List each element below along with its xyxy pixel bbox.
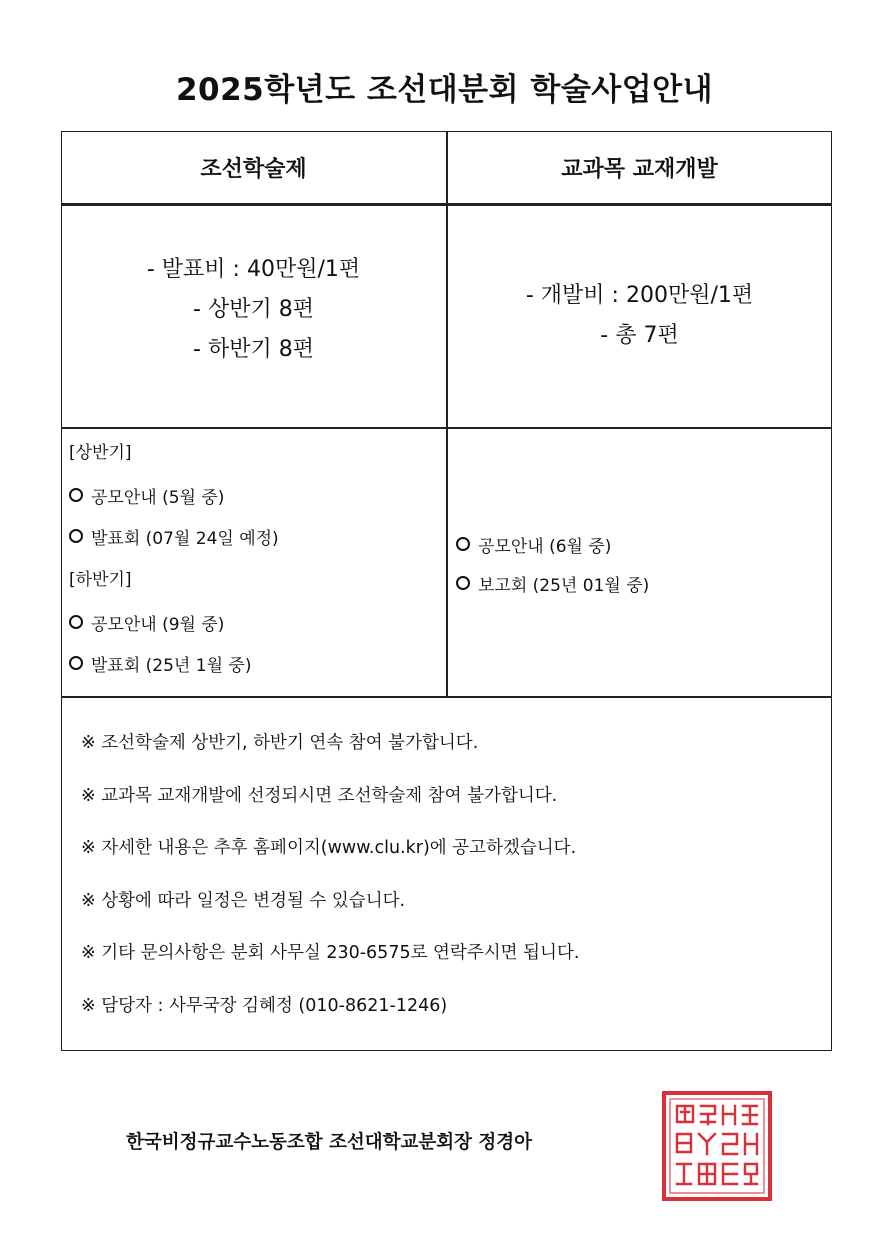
list-item: 공모안내 (6월 중) [456, 532, 649, 557]
list-item: 보고회 (25년 01월 중) [456, 571, 649, 596]
column-header-left: 조선학술제 [200, 157, 307, 182]
note-item: ※ 상황에 따라 일정은 변경될 수 있습니다. [81, 890, 406, 911]
fee-line: - 총 7편 [600, 323, 679, 348]
fee-divider [61, 427, 832, 429]
fee-line: - 하반기 8편 [193, 337, 314, 362]
fee-line: - 개발비 : 200만원/1편 [525, 283, 754, 308]
notes-divider [61, 696, 832, 698]
circle-bullet-icon [69, 529, 83, 543]
column-header-right: 교과목 교재개발 [561, 157, 718, 182]
signature-line: 한국비정규교수노동조합 조선대학교분회장 정경아 [126, 1132, 533, 1153]
first-half-label: [상반기] [69, 443, 132, 463]
left-schedule [69, 438, 279, 692]
column-divider [446, 131, 448, 697]
note-item: ※ 교과목 교재개발에 선정되시면 조선학술제 참여 불가합니다. [81, 785, 558, 806]
note-item: ※ 조선학술제 상반기, 하반기 연속 참여 불가합니다. [81, 733, 479, 753]
left-fee-block [61, 250, 446, 370]
page-title: 2025학년도 조선대분회 학술사업안내 [175, 72, 714, 108]
circle-bullet-icon [69, 488, 83, 502]
fee-line: - 발표비 : 40만원/1편 [146, 257, 361, 282]
list-item: 공모안내 (5월 중) [69, 483, 279, 508]
notes-list [81, 728, 579, 1043]
circle-bullet-icon [456, 537, 470, 551]
list-item: 공모안내 (9월 중) [69, 610, 279, 635]
right-fee-block [447, 276, 832, 356]
second-half-label: [하반기] [69, 570, 132, 590]
note-item: ※ 자세한 내용은 추후 홈페이지(www.clu.kr)에 공고하겠습니다. [81, 838, 577, 858]
list-item: 발표회 (07월 24일 예정) [69, 524, 279, 549]
fee-line: - 상반기 8편 [193, 297, 314, 322]
note-item: ※ 담당자 : 사무국장 김혜정 (010-8621-1246) [81, 995, 448, 1016]
list-item: 발표회 (25년 1월 중) [69, 651, 279, 676]
official-seal-icon [661, 1090, 773, 1202]
circle-bullet-icon [69, 615, 83, 629]
right-schedule [456, 532, 649, 612]
note-item: ※ 기타 문의사항은 분회 사무실 230-6575로 연락주시면 됩니다. [81, 943, 580, 963]
circle-bullet-icon [456, 576, 470, 590]
circle-bullet-icon [69, 656, 83, 670]
